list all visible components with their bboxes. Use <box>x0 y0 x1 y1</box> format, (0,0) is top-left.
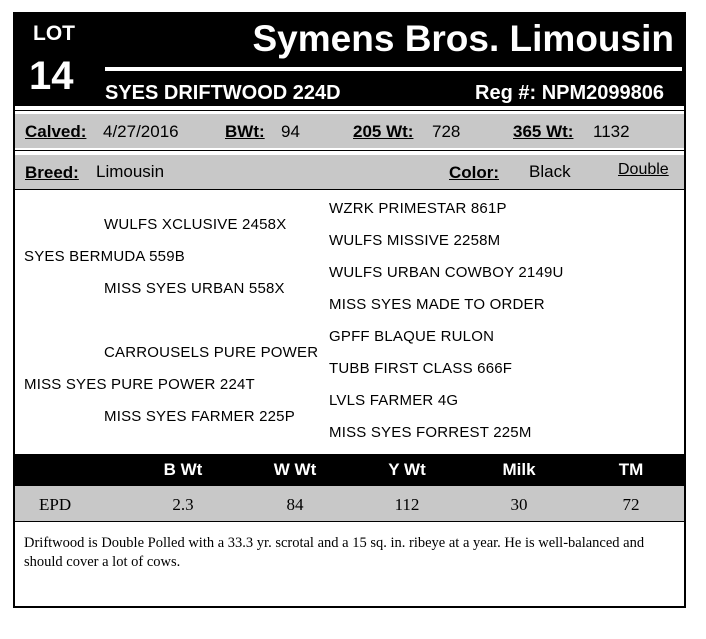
lot-number: 14 <box>29 54 74 98</box>
farm-name: Symens Bros. Limousin <box>252 18 674 59</box>
wt205-value: 728 <box>432 122 461 141</box>
divider <box>15 189 684 190</box>
epd-header-milk: Milk <box>502 460 536 479</box>
epd-header-row <box>15 454 684 486</box>
epd-value-wwt: 84 <box>286 495 304 514</box>
epd-header-wwt: W Wt <box>273 460 317 479</box>
breed-value: Limousin <box>96 162 165 181</box>
registration-number: Reg #: NPM2099806 <box>475 82 664 104</box>
epd-value-tm: 72 <box>622 495 640 514</box>
epd-values-row <box>15 486 684 522</box>
lot-label: LOT <box>33 22 75 45</box>
pedigree-dam: MISS SYES PURE POWER 224T <box>24 376 255 393</box>
header-divider <box>105 67 682 71</box>
polled-status: Double <box>618 161 669 178</box>
weights-row <box>15 114 684 148</box>
wt365-label: 365 Wt: <box>513 122 574 141</box>
pedigree-sire-dam: MISS SYES URBAN 558X <box>104 280 285 297</box>
lot-card <box>13 12 686 608</box>
pedigree-sire: SYES BERMUDA 559B <box>24 248 185 265</box>
color-label: Color: <box>449 163 500 182</box>
breed-row <box>15 155 684 189</box>
epd-row-label: EPD <box>39 495 72 514</box>
epd-header-ywt: Y Wt <box>388 460 426 479</box>
bwt-label: BWt: <box>225 122 265 141</box>
pedigree-gen3: MISS SYES MADE TO ORDER <box>329 296 545 313</box>
lot-header <box>15 14 684 106</box>
pedigree-gen3: WULFS MISSIVE 2258M <box>329 232 501 249</box>
epd-value-ywt: 112 <box>394 495 420 514</box>
pedigree-dam-dam: MISS SYES FARMER 225P <box>104 408 295 425</box>
epd-header-tm: TM <box>618 460 644 479</box>
pedigree-gen3: WULFS URBAN COWBOY 2149U <box>329 264 564 281</box>
divider <box>15 150 684 151</box>
epd-value-bwt: 2.3 <box>172 495 194 514</box>
epd-header-bwt: B Wt <box>163 460 203 479</box>
bwt-value: 94 <box>281 122 300 141</box>
divider <box>15 110 684 111</box>
pedigree-sire-sire: WULFS XCLUSIVE 2458X <box>104 216 287 233</box>
calved-value: 4/27/2016 <box>103 122 179 141</box>
breed-label: Breed: <box>25 163 79 182</box>
pedigree-gen3: GPFF BLAQUE RULON <box>329 328 495 345</box>
wt365-value: 1132 <box>593 122 630 141</box>
pedigree-gen3: MISS SYES FORREST 225M <box>329 424 532 441</box>
pedigree-dam-sire: CARROUSELS PURE POWER <box>104 344 319 361</box>
pedigree-gen3: LVLS FARMER 4G <box>329 392 459 409</box>
pedigree-gen3: WZRK PRIMESTAR 861P <box>329 200 507 217</box>
lot-description: Driftwood is Double Polled with a 33.3 yr. scrotal and a 15 sq. in. ribeye at a year. He is well-balanced and should cover a lot of cows. <box>24 535 645 570</box>
color-value: Black <box>529 162 571 181</box>
calved-label: Calved: <box>25 122 87 141</box>
wt205-label: 205 Wt: <box>353 122 414 141</box>
pedigree-gen3: TUBB FIRST CLASS 666F <box>329 360 513 377</box>
epd-value-milk: 30 <box>510 495 528 514</box>
animal-name: SYES DRIFTWOOD 224D <box>105 82 341 104</box>
